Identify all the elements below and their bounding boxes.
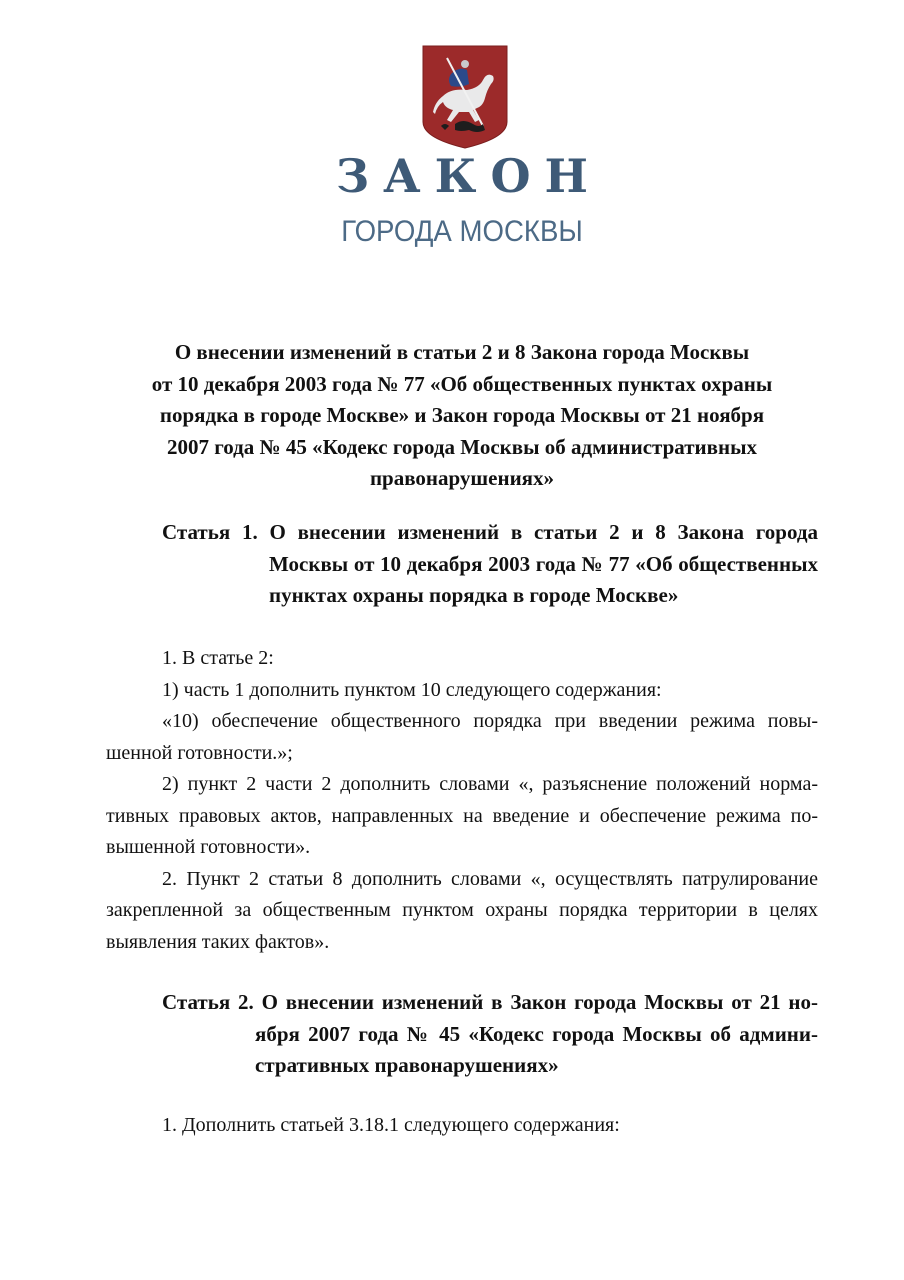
title-line: порядка в городе Москве» и Закон города Москвы от 21 ноября — [159, 403, 765, 427]
article-1-heading — [162, 517, 818, 612]
title-line: О внесении изменений в статьи 2 и 8 Закона города Москвы — [174, 340, 750, 364]
law-heading: ЗАКОН — [335, 149, 603, 203]
moscow-coat-of-arms-icon — [421, 44, 509, 150]
heading-line: Статья 2. О внесении изменений в Закон города Москвы от 21 но- — [162, 990, 818, 1014]
body-line: шенной готовности.»; — [106, 741, 293, 764]
article-2-heading — [162, 987, 818, 1082]
heading-line: ября 2007 года № 45 «Кодекс города Москвы об админи- — [255, 1021, 818, 1046]
article-1-body — [106, 643, 818, 958]
body-line: 2) пункт 2 части 2 дополнить словами «, разъяснение положений норма- — [162, 773, 818, 795]
body-line: 1. Дополнить статьей 3.18.1 следующего содержания: — [162, 1114, 620, 1136]
heading-line: пунктах охраны порядка в городе Москве» — [269, 583, 679, 607]
title-line: от 10 декабря 2003 года № 77 «Об общественных пунктах охраны — [151, 371, 773, 396]
heading-line: Статья 1. О внесении изменений в статьи 2 и 8 Закона города — [162, 520, 818, 544]
title-line: правонарушениях» — [369, 466, 555, 490]
article-2-body — [106, 1110, 818, 1142]
body-line: 2. Пункт 2 статьи 8 дополнить словами «, осуществлять патрулирование — [162, 867, 818, 890]
law-city-subheading: ГОРОДА МОСКВЫ — [341, 215, 583, 248]
body-line: 1. В статье 2: — [162, 647, 274, 669]
body-line: «10) обеспечение общественного порядка при введении режима повы- — [162, 710, 818, 732]
body-line: тивных правовых актов, направленных на введение и обеспечение режима по- — [106, 804, 818, 827]
title-line: 2007 года № 45 «Кодекс города Москвы об административных — [167, 434, 757, 459]
body-line: 1) часть 1 дополнить пунктом 10 следующего содержания: — [162, 678, 662, 701]
body-line: закрепленной за общественным пунктом охраны порядка территории в целях — [106, 899, 818, 921]
heading-line: Москвы от 10 декабря 2003 года № 77 «Об общественных — [269, 551, 818, 576]
body-line: выявления таких фактов». — [106, 930, 330, 953]
heading-line: стративных правонарушениях» — [255, 1053, 559, 1077]
document-title — [130, 337, 794, 495]
body-line: вышенной готовности». — [106, 836, 311, 858]
